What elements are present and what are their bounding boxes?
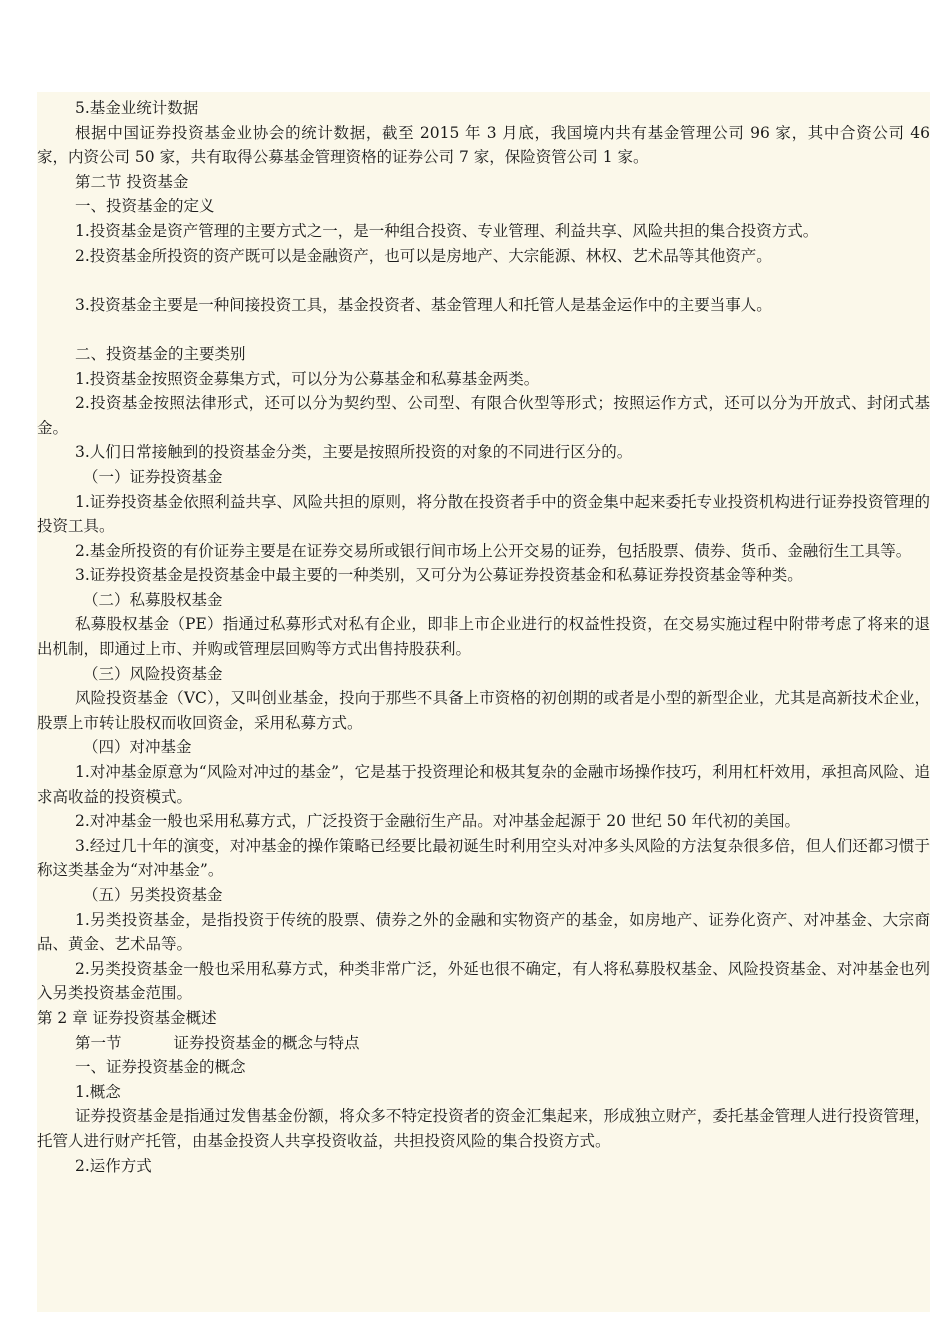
heading-private-equity: （二）私募股权基金 — [83, 590, 223, 609]
chapter-section-heading — [37, 1031, 930, 1056]
paragraph-securities-1: 1.证券投资基金依照利益共享、风险共担的原则，将分散在投资者手中的资金集中起来委托专业投资机构进行证券投资管理的投资工具。 — [37, 492, 930, 536]
paragraph-definition-2: 2.投资基金所投资的资产既可以是金融资产，也可以是房地产、大宗能源、林权、艺术品等其他资产。 — [75, 246, 772, 265]
paragraph-types-3: 3.人们日常接触到的投资基金分类，主要是按照所投资的对象的不同进行区分的。 — [75, 443, 633, 462]
document-page — [37, 92, 930, 1312]
blank-line — [37, 317, 930, 342]
heading-concept: 一、证券投资基金的概念 — [75, 1058, 246, 1077]
subheading-concept: 1.概念 — [75, 1082, 121, 1101]
document-body — [37, 96, 930, 1178]
section-title-investment-fund: 第二节 投资基金 — [75, 172, 189, 191]
paragraph-securities-3: 3.证券投资基金是投资基金中最主要的一种类别，又可分为公募证券投资基金和私募证券投资基金等种类。 — [75, 566, 803, 585]
chapter-section-label: 第一节 — [75, 1033, 122, 1052]
heading-hedge-fund: （四）对冲基金 — [83, 738, 192, 757]
blank-line — [37, 268, 930, 293]
heading-main-types: 二、投资基金的主要类别 — [75, 344, 246, 363]
heading-definition: 一、投资基金的定义 — [75, 197, 215, 216]
paragraph-hedge-2: 2.对冲基金一般也采用私募方式，广泛投资于金融衍生产品。对冲基金起源于 20 世纪 50 年代初的美国。 — [75, 812, 800, 831]
paragraph-definition-1: 1.投资基金是资产管理的主要方式之一，是一种组合投资、专业管理、利益共享、风险共担的集合投资方式。 — [75, 221, 819, 240]
paragraph-alternative-2: 2.另类投资基金一般也采用私募方式，种类非常广泛，外延也很不确定，有人将私募股权基金、风险投资基金、对冲基金也列入另类投资基金范围。 — [37, 959, 930, 1003]
chapter-section-title: 证券投资基金的概念与特点 — [173, 1033, 360, 1052]
paragraph-statistics: 根据中国证券投资基金业协会的统计数据，截至 2015 年 3 月底，我国境内共有基金管理公司 96 家，其中合资公司 46 家，内资公司 50 家，共有取得公募基金管理资格的证券公司 7 家，保险资管公司 1 家。 — [37, 123, 930, 167]
heading-venture-capital: （三）风险投资基金 — [83, 664, 223, 683]
paragraph-alternative-1: 1.另类投资基金，是指投资于传统的股票、债券之外的金融和实物资产的基金，如房地产、证券化资产、对冲基金、大宗商品、黄金、艺术品等。 — [37, 910, 930, 954]
paragraph-hedge-3: 3.经过几十年的演变，对冲基金的操作策略已经要比最初诞生时利用空头对冲多头风险的方法复杂很多倍，但人们还都习惯于称这类基金为“对冲基金”。 — [37, 836, 930, 880]
paragraph-definition-3: 3.投资基金主要是一种间接投资工具，基金投资者、基金管理人和托管人是基金运作中的主要当事人。 — [75, 295, 772, 314]
paragraph-venture-capital: 风险投资基金（VC），又叫创业基金，投向于那些不具备上市资格的初创期的或者是小型的新型企业，尤其是高新技术企业，股票上市转让股权而收回资金，采用私募方式。 — [37, 689, 930, 732]
heading-fund-statistics: 5.基金业统计数据 — [75, 99, 199, 117]
paragraph-types-1: 1.投资基金按照资金募集方式，可以分为公募基金和私募基金两类。 — [75, 369, 540, 388]
chapter-title: 第 2 章 证券投资基金概述 — [37, 1008, 217, 1027]
subheading-operation: 2.运作方式 — [75, 1156, 152, 1175]
paragraph-concept: 证券投资基金是指通过发售基金份额，将众多不特定投资者的资金汇集起来，形成独立财产，委托基金管理人进行投资管理，托管人进行财产托管，由基金投资人共享投资收益，共担投资风险的集合投资方式。 — [37, 1107, 930, 1150]
paragraph-private-equity: 私募股权基金（PE）指通过私募形式对私有企业，即非上市企业进行的权益性投资，在交易实施过程中附带考虑了将来的退出机制，即通过上市、并购或管理层回购等方式出售持股获利。 — [37, 615, 930, 659]
paragraph-securities-2: 2.基金所投资的有价证券主要是在证券交易所或银行间市场上公开交易的证券，包括股票、债券、货币、金融衍生工具等。 — [75, 541, 912, 560]
paragraph-hedge-1: 1.对冲基金原意为“风险对冲过的基金”，它是基于投资理论和极其复杂的金融市场操作技巧，利用杠杆效用，承担高风险、追求高收益的投资模式。 — [37, 763, 930, 806]
heading-securities-fund: （一）证券投资基金 — [83, 467, 223, 486]
heading-alternative-fund: （五）另类投资基金 — [83, 886, 223, 904]
paragraph-types-2: 2.投资基金按照法律形式，还可以分为契约型、公司型、有限合伙型等形式；按照运作方式，还可以分为开放式、封闭式基金。 — [37, 394, 930, 437]
